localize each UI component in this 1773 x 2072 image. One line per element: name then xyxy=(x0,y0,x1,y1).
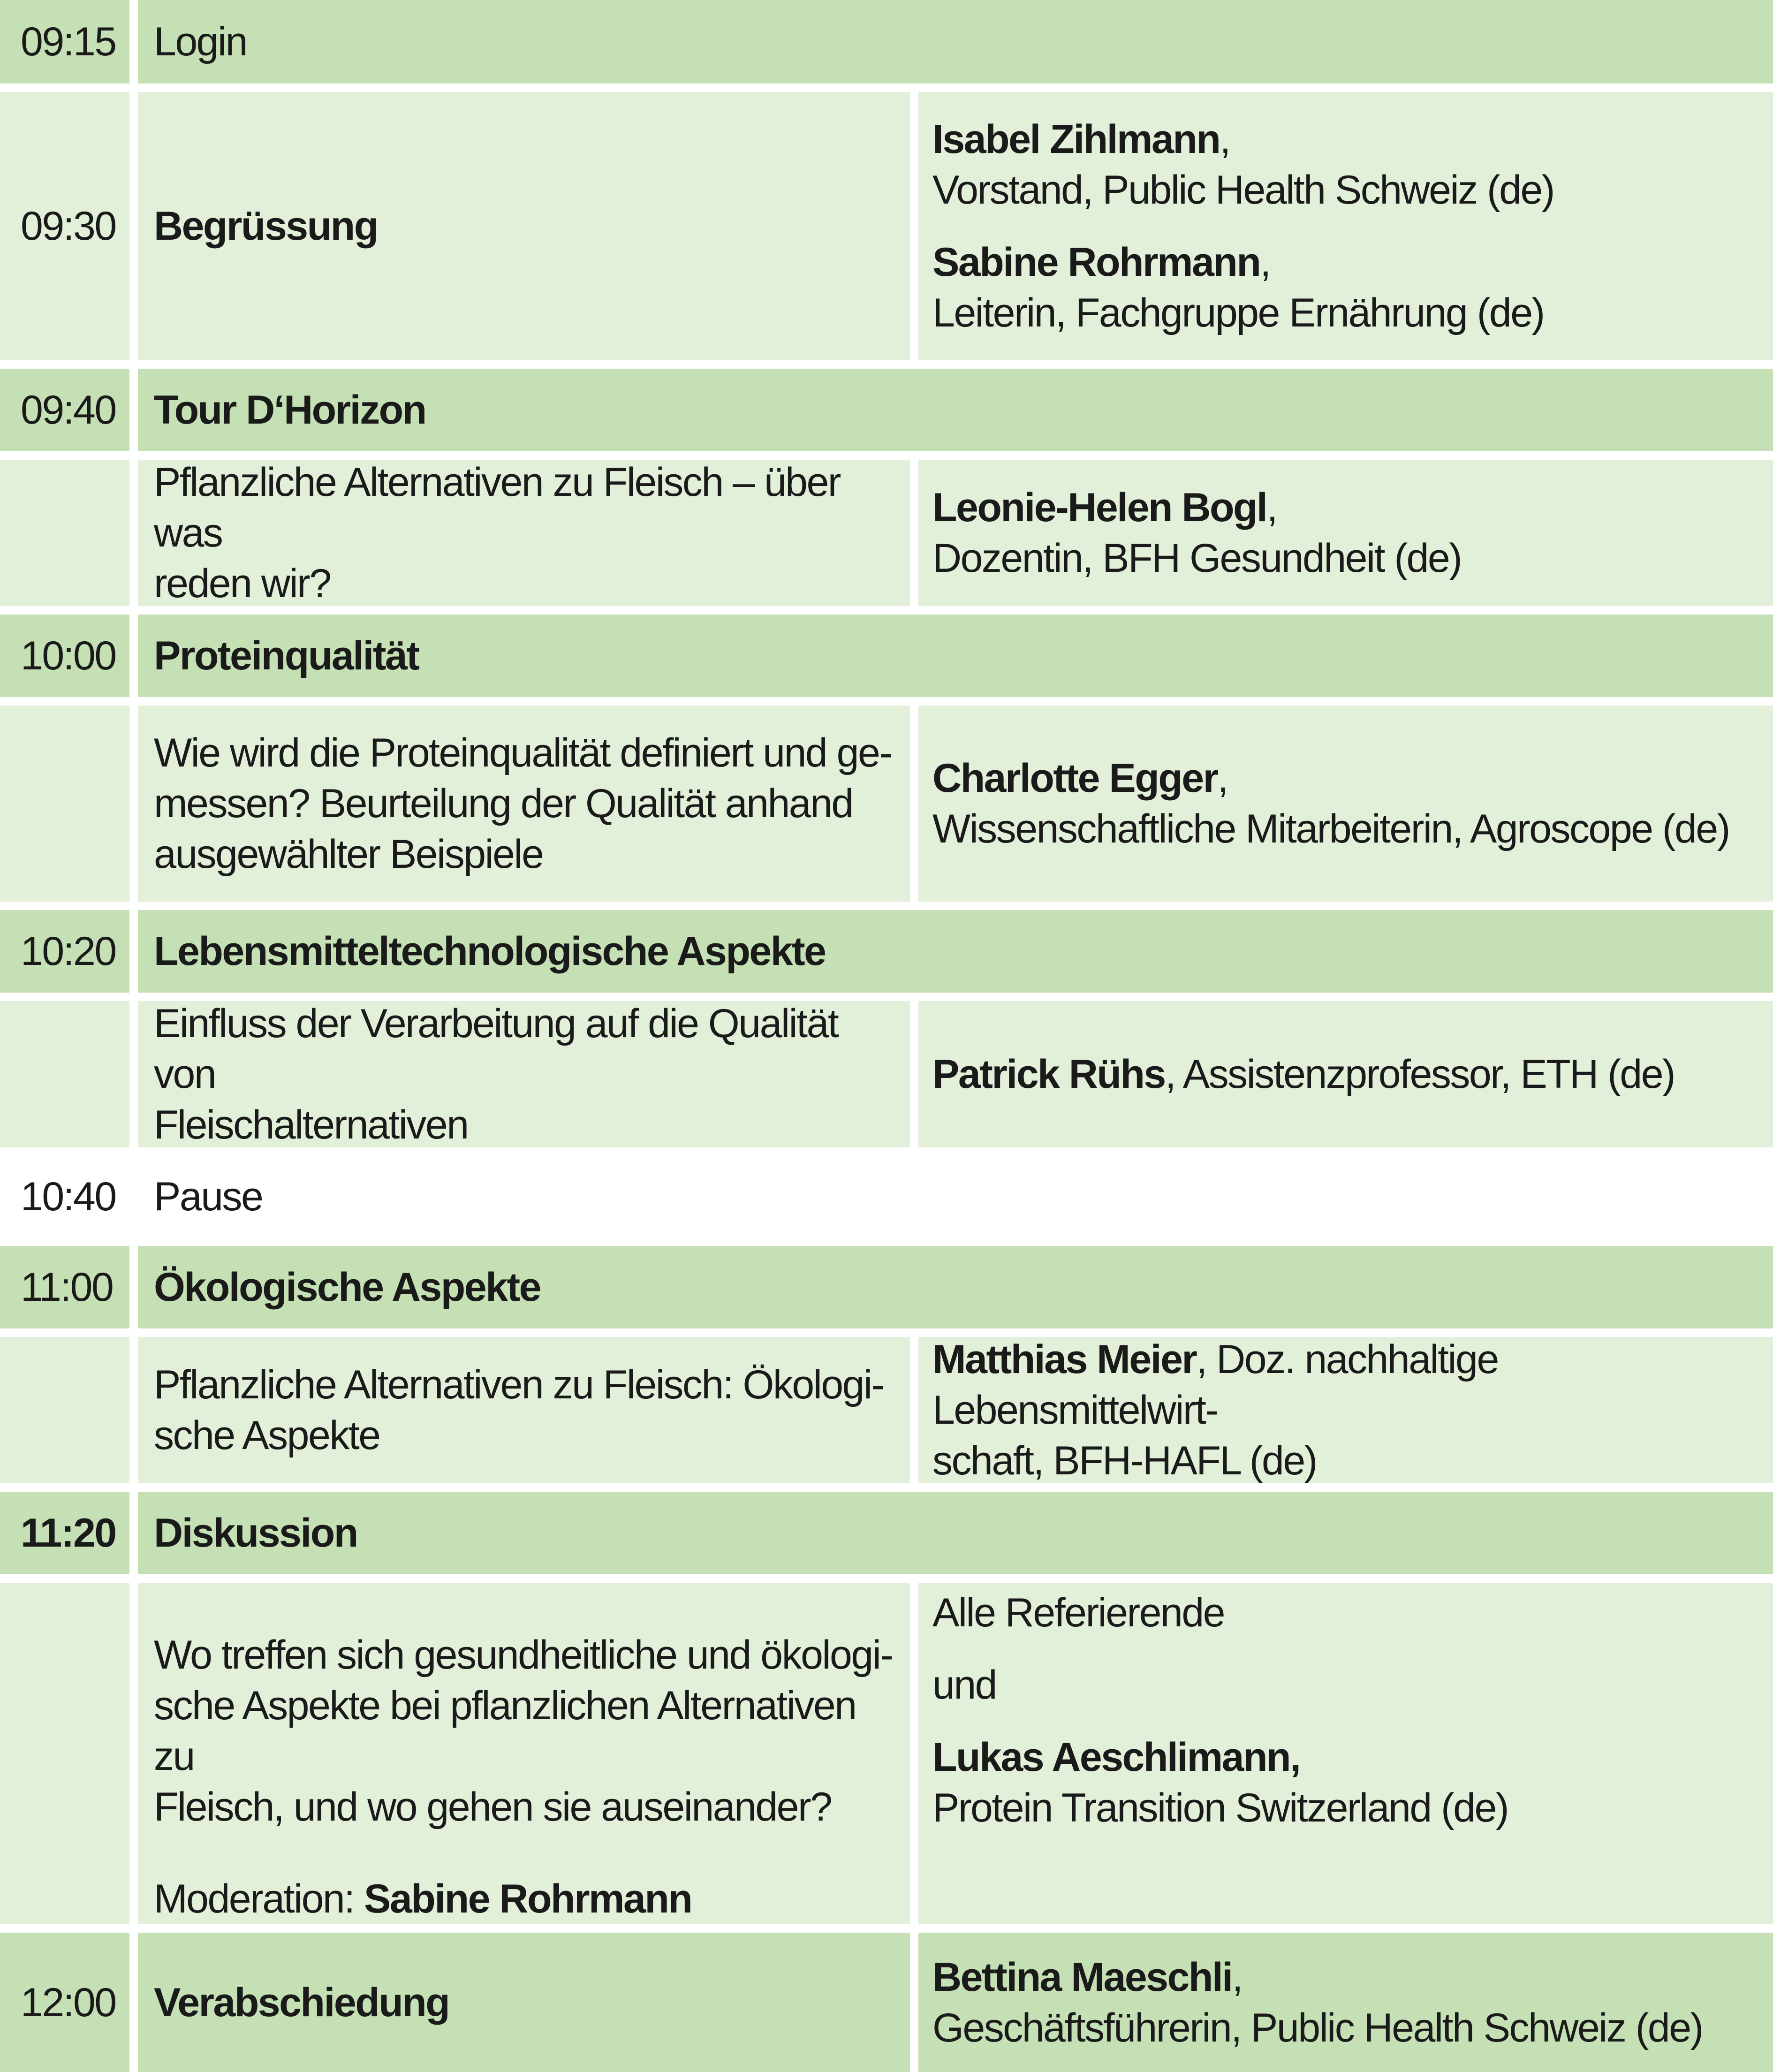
agenda-row-discussion-talk xyxy=(0,1583,1773,1924)
topic-line: sche Aspekte bei pflanzlichen Alternativen zu xyxy=(154,1683,856,1779)
time-cell xyxy=(0,1337,129,1483)
speaker-role: Leiterin, Fachgruppe Ernährung (de) xyxy=(932,290,1544,335)
speaker-cell xyxy=(918,1933,1773,2072)
agenda-row-foodtech xyxy=(0,910,1773,993)
topic-line: messen? Beurteilung der Qualität anhand xyxy=(154,781,853,826)
speaker-cell xyxy=(918,1337,1773,1483)
topic-line: Fleischalternativen xyxy=(154,1102,468,1147)
speaker-cell xyxy=(918,1583,1773,1924)
moderator-name: Sabine Rohrmann xyxy=(364,1876,692,1921)
speaker-entry xyxy=(932,482,1764,533)
topic-cell xyxy=(138,0,1773,83)
speaker-name: Leonie-Helen Bogl xyxy=(932,485,1267,530)
time-label: 09:30 xyxy=(21,204,116,249)
time-label: 09:40 xyxy=(21,387,116,433)
topic-cell xyxy=(138,1147,1773,1246)
time-cell xyxy=(0,1246,129,1328)
topic-line: Fleisch, und wo gehen sie auseinander? xyxy=(154,1784,832,1829)
topic-line: Pflanzliche Alternativen zu Fleisch – über was xyxy=(154,460,840,555)
time-cell xyxy=(0,92,129,360)
speaker-role: Geschäftsführerin, Public Health Schweiz (de) xyxy=(932,2005,1703,2050)
agenda-row-farewell xyxy=(0,1933,1773,2072)
time-cell xyxy=(0,1147,129,1246)
speaker-name: Isabel Zihlmann xyxy=(932,117,1220,162)
speaker-name: Lukas Aeschlimann, xyxy=(932,1735,1300,1780)
speaker-separator: , xyxy=(1260,240,1270,285)
time-label: 10:40 xyxy=(21,1174,116,1219)
speaker-cell xyxy=(918,706,1773,902)
session-title: Verabschiedung xyxy=(154,1980,449,2025)
speaker-role: Vorstand, Public Health Schweiz (de) xyxy=(932,167,1554,213)
topic-cell xyxy=(138,1001,910,1147)
session-title: Ökologische Aspekte xyxy=(154,1265,540,1310)
topic-cell xyxy=(138,369,1773,451)
time-cell xyxy=(0,369,129,451)
topic-cell xyxy=(138,1492,1773,1574)
agenda-row-eco-talk xyxy=(0,1337,1773,1483)
topic-cell xyxy=(138,1583,910,1924)
speaker-role: Wissenschaftliche Mitarbeiterin, Agroscope (de) xyxy=(932,806,1729,851)
session-title: Login xyxy=(154,19,247,64)
speaker-conjunction: und xyxy=(932,1662,996,1708)
topic-line: Einfluss der Verarbeitung auf die Qualität von xyxy=(154,1001,838,1097)
speaker-entry xyxy=(932,1952,1764,2003)
topic-line: Wie wird die Proteinqualität definiert und ge- xyxy=(154,730,892,775)
speaker-name: Matthias Meier xyxy=(932,1337,1197,1382)
speaker-role: Protein Transition Switzerland (de) xyxy=(932,1785,1508,1830)
agenda-row-protein-talk xyxy=(0,706,1773,902)
session-title: Tour D‘Horizon xyxy=(154,387,426,433)
topic-cell xyxy=(138,1933,910,2072)
speaker-role: schaft, BFH-HAFL (de) xyxy=(932,1438,1317,1483)
topic-cell xyxy=(138,706,910,902)
agenda-row-protein xyxy=(0,615,1773,697)
agenda-row-welcome xyxy=(0,92,1773,360)
speaker-role: Dozentin, BFH Gesundheit (de) xyxy=(932,536,1462,581)
agenda-row-discussion xyxy=(0,1492,1773,1574)
time-label: 10:20 xyxy=(21,929,116,974)
topic-cell xyxy=(138,92,910,360)
topic-line: sche Aspekte xyxy=(154,1413,380,1458)
session-title: Lebensmitteltechnologische Aspekte xyxy=(154,929,826,974)
agenda-row-pause xyxy=(0,1147,1773,1246)
session-title: Proteinqualität xyxy=(154,633,419,678)
agenda-row-login xyxy=(0,0,1773,83)
time-cell xyxy=(0,1933,129,2072)
speaker-group-label: Alle Referierende xyxy=(932,1590,1224,1635)
speaker-role: , Assistenzprofessor, ETH (de) xyxy=(1165,1052,1675,1097)
speaker-entry xyxy=(932,1049,1764,1100)
time-cell xyxy=(0,615,129,697)
topic-cell xyxy=(138,615,1773,697)
time-label: 09:15 xyxy=(21,19,116,64)
speaker-cell xyxy=(918,92,1773,360)
moderation-line xyxy=(154,1874,896,1924)
speaker-separator: , xyxy=(1266,485,1277,530)
speaker-entry xyxy=(932,753,1764,804)
topic-line: ausgewählter Beispiele xyxy=(154,832,543,877)
speaker-entry xyxy=(932,1337,1764,1435)
session-title: Diskussion xyxy=(154,1510,357,1556)
speaker-role: , Doz. nachhaltige Lebensmittelwirt- xyxy=(932,1337,1498,1433)
speaker-name: Bettina Maeschli xyxy=(932,1954,1232,2000)
time-label: 11:00 xyxy=(21,1265,113,1310)
speaker-name: Charlotte Egger xyxy=(932,756,1218,801)
agenda-row-foodtech-talk xyxy=(0,1001,1773,1147)
speaker-entry xyxy=(932,237,1764,288)
time-cell xyxy=(0,1583,129,1924)
agenda-row-tour-talk xyxy=(0,460,1773,606)
topic-cell xyxy=(138,1246,1773,1328)
speaker-entry xyxy=(932,114,1764,165)
speaker-separator: , xyxy=(1232,1954,1243,2000)
topic-cell xyxy=(138,1337,910,1483)
time-label: 11:20 xyxy=(21,1510,116,1556)
speaker-separator: , xyxy=(1220,117,1230,162)
speaker-name: Sabine Rohrmann xyxy=(932,240,1260,285)
time-cell xyxy=(0,1001,129,1147)
time-label: 12:00 xyxy=(21,1980,116,2025)
topic-cell xyxy=(138,910,1773,993)
time-cell xyxy=(0,1492,129,1574)
time-cell xyxy=(0,910,129,993)
time-cell xyxy=(0,460,129,606)
time-cell xyxy=(0,706,129,902)
topic-line: Pflanzliche Alternativen zu Fleisch: Ökologi- xyxy=(154,1362,884,1407)
topic-line: reden wir? xyxy=(154,561,331,606)
session-title: Begrüssung xyxy=(154,204,378,249)
speaker-name: Patrick Rühs xyxy=(932,1052,1165,1097)
speaker-cell xyxy=(918,1001,1773,1147)
topic-line: Wo treffen sich gesundheitliche und ökologi- xyxy=(154,1632,893,1677)
agenda-row-tour xyxy=(0,369,1773,451)
speaker-cell xyxy=(918,460,1773,606)
moderation-label: Moderation: xyxy=(154,1876,364,1921)
speaker-separator: , xyxy=(1217,756,1227,801)
agenda-row-eco xyxy=(0,1246,1773,1328)
topic-cell xyxy=(138,460,910,606)
time-cell xyxy=(0,0,129,83)
session-title: Pause xyxy=(154,1174,263,1219)
time-label: 10:00 xyxy=(21,633,116,678)
